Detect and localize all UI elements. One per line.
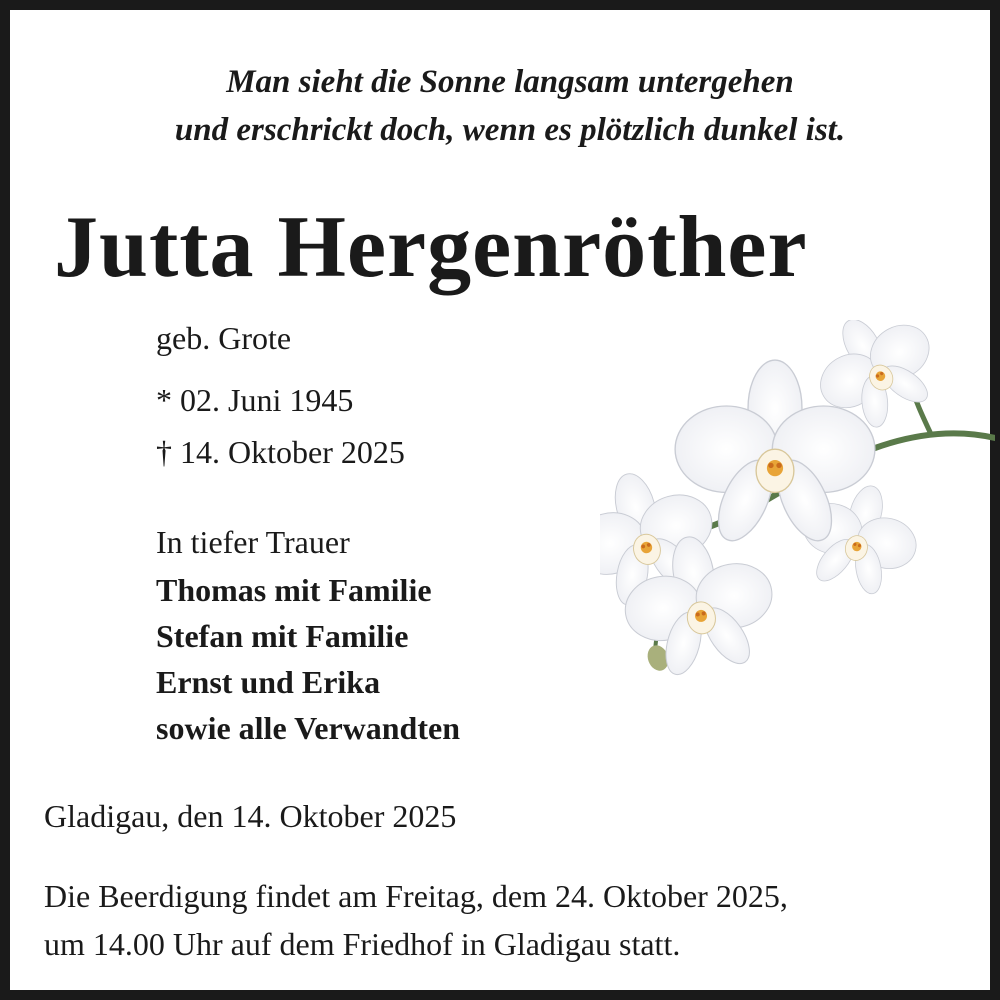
death-date: † 14. Oktober 2025 bbox=[156, 434, 405, 470]
place-date: Gladigau, den 14. Oktober 2025 bbox=[44, 798, 457, 834]
motto-line-2: und erschrickt doch, wenn es plötzlich dunkel ist. bbox=[174, 112, 846, 148]
orchid-image bbox=[600, 320, 995, 680]
mourner-name: Thomas mit Familie bbox=[156, 572, 432, 608]
birth-name: geb. Grote bbox=[156, 320, 292, 356]
funeral-info-line-2: um 14.00 Uhr auf dem Friedhof in Gladigau statt. bbox=[44, 926, 681, 962]
mourner-name: Ernst und Erika bbox=[156, 664, 381, 700]
mourner-name: sowie alle Verwandten bbox=[156, 710, 460, 746]
deceased-name: Jutta Hergenröther bbox=[54, 199, 808, 296]
motto bbox=[10, 58, 1000, 154]
funeral-info-line-1: Die Beerdigung findet am Freitag, dem 24. Oktober 2025, bbox=[44, 878, 788, 914]
motto-line-1: Man sieht die Sonne langsam untergehen bbox=[226, 64, 794, 100]
mourner-name: Stefan mit Familie bbox=[156, 618, 409, 654]
mourning-intro: In tiefer Trauer bbox=[156, 524, 350, 560]
birth-date: * 02. Juni 1945 bbox=[156, 382, 354, 418]
